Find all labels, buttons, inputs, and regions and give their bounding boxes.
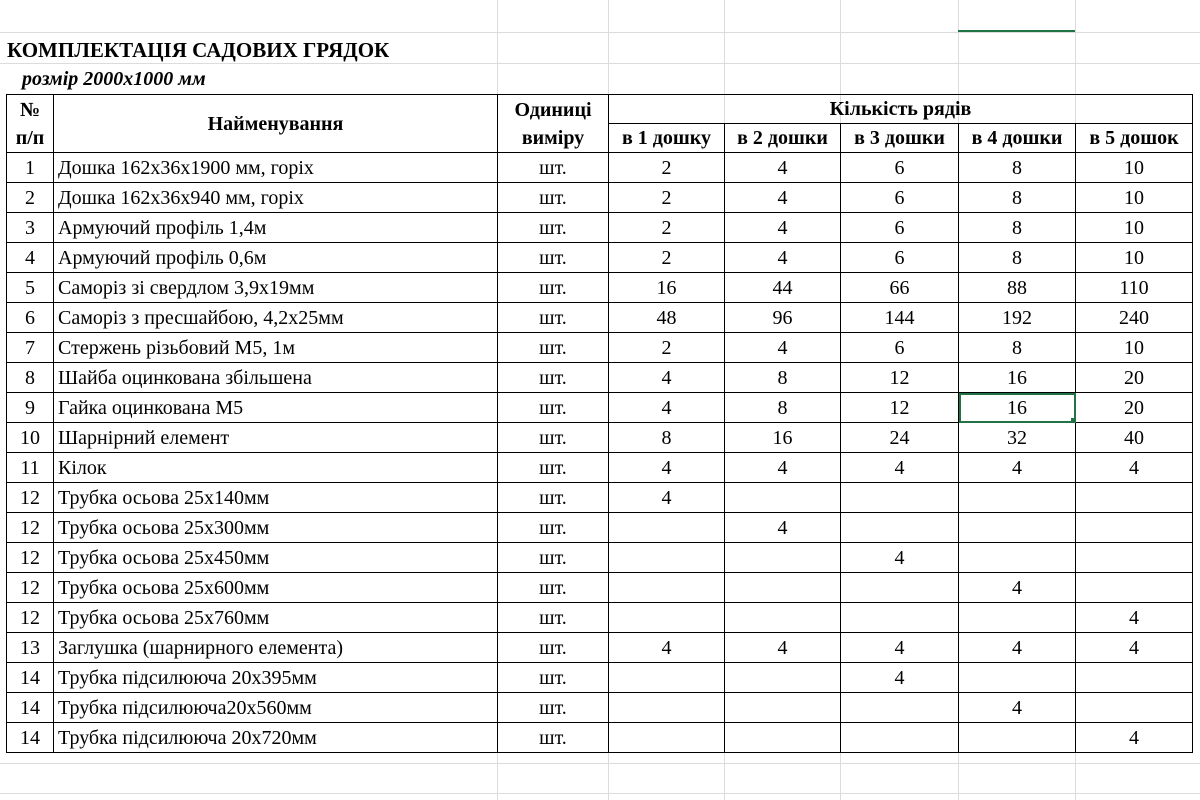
cell-num[interactable]: 2 bbox=[7, 183, 54, 213]
cell-qty-3[interactable]: 4 bbox=[841, 453, 959, 483]
table-row bbox=[7, 453, 1193, 483]
cell-qty-1[interactable]: 2 bbox=[609, 153, 725, 183]
cell-qty-2[interactable] bbox=[725, 693, 841, 723]
cell-qty-5[interactable]: 4 bbox=[1076, 603, 1193, 633]
cell-qty-1[interactable]: 2 bbox=[609, 213, 725, 243]
cell-name[interactable]: Трубка підсилююча20х560мм bbox=[54, 693, 498, 723]
table-row bbox=[7, 393, 1193, 423]
cell-num[interactable]: 14 bbox=[7, 723, 54, 753]
cell-qty-2[interactable]: 4 bbox=[725, 633, 841, 663]
cell-qty-3[interactable]: 6 bbox=[841, 213, 959, 243]
cell-unit[interactable]: шт. bbox=[498, 333, 609, 363]
cell-qty-4[interactable] bbox=[959, 513, 1076, 543]
cell-qty-5[interactable] bbox=[1076, 513, 1193, 543]
header-name[interactable]: Найменування bbox=[54, 95, 498, 153]
cell-qty-1[interactable]: 4 bbox=[609, 363, 725, 393]
table-row bbox=[7, 483, 1193, 513]
header-qty-col-4[interactable]: в 4 дошки bbox=[959, 124, 1076, 153]
cell-qty-3[interactable]: 6 bbox=[841, 333, 959, 363]
cell-qty-2[interactable]: 4 bbox=[725, 453, 841, 483]
cell-qty-3[interactable]: 4 bbox=[841, 663, 959, 693]
cell-qty-1[interactable] bbox=[609, 513, 725, 543]
table-row bbox=[7, 573, 1193, 603]
cell-qty-2[interactable] bbox=[725, 573, 841, 603]
cell-qty-5[interactable] bbox=[1076, 543, 1193, 573]
cell-qty-5[interactable]: 10 bbox=[1076, 153, 1193, 183]
cell-qty-2[interactable] bbox=[725, 723, 841, 753]
cell-num[interactable]: 12 bbox=[7, 603, 54, 633]
cell-qty-2[interactable]: 4 bbox=[725, 183, 841, 213]
cell-qty-5[interactable]: 20 bbox=[1076, 393, 1193, 423]
table-row bbox=[7, 153, 1193, 183]
cell-unit[interactable]: шт. bbox=[498, 153, 609, 183]
table-row bbox=[7, 423, 1193, 453]
cell-qty-3[interactable]: 6 bbox=[841, 243, 959, 273]
cell-num[interactable]: 12 bbox=[7, 573, 54, 603]
components-table bbox=[6, 94, 1193, 753]
cell-unit[interactable]: шт. bbox=[498, 663, 609, 693]
gridline bbox=[0, 763, 1200, 764]
cell-qty-4[interactable]: 8 bbox=[959, 153, 1076, 183]
cell-qty-1[interactable]: 16 bbox=[609, 273, 725, 303]
cell-unit[interactable]: шт. bbox=[498, 393, 609, 423]
cell-qty-3[interactable] bbox=[841, 603, 959, 633]
cell-qty-4[interactable] bbox=[959, 663, 1076, 693]
cell-qty-5[interactable] bbox=[1076, 693, 1193, 723]
cell-name[interactable]: Шарнірний елемент bbox=[54, 423, 498, 453]
cell-qty-2[interactable]: 4 bbox=[725, 243, 841, 273]
cell-qty-1[interactable]: 4 bbox=[609, 453, 725, 483]
cell-qty-1[interactable]: 4 bbox=[609, 393, 725, 423]
cell-qty-5[interactable]: 20 bbox=[1076, 363, 1193, 393]
cell-qty-4[interactable] bbox=[959, 483, 1076, 513]
cell-qty-2[interactable]: 96 bbox=[725, 303, 841, 333]
cell-qty-5[interactable]: 4 bbox=[1076, 723, 1193, 753]
cell-qty-3[interactable] bbox=[841, 483, 959, 513]
cell-name[interactable]: Кілок bbox=[54, 453, 498, 483]
table-row bbox=[7, 663, 1193, 693]
cell-unit[interactable]: шт. bbox=[498, 243, 609, 273]
cell-qty-2[interactable]: 4 bbox=[725, 333, 841, 363]
cell-name[interactable]: Стержень різьбовий М5, 1м bbox=[54, 333, 498, 363]
cell-unit[interactable]: шт. bbox=[498, 363, 609, 393]
cell-qty-2[interactable] bbox=[725, 603, 841, 633]
cell-qty-2[interactable]: 4 bbox=[725, 153, 841, 183]
cell-qty-4[interactable]: 192 bbox=[959, 303, 1076, 333]
cell-qty-5[interactable] bbox=[1076, 573, 1193, 603]
cell-unit[interactable]: шт. bbox=[498, 693, 609, 723]
cell-qty-1[interactable]: 48 bbox=[609, 303, 725, 333]
cell-qty-2[interactable]: 16 bbox=[725, 423, 841, 453]
header-num-line1: № bbox=[19, 98, 41, 121]
cell-qty-4[interactable] bbox=[959, 543, 1076, 573]
table-row bbox=[7, 303, 1193, 333]
cell-qty-2[interactable] bbox=[725, 483, 841, 513]
cell-qty-3[interactable] bbox=[841, 693, 959, 723]
cell-name[interactable]: Трубка осьова 25х300мм bbox=[54, 513, 498, 543]
header-qty-col-1[interactable]: в 1 дошку bbox=[609, 124, 725, 153]
cell-qty-5[interactable]: 4 bbox=[1076, 633, 1193, 663]
cell-unit[interactable]: шт. bbox=[498, 543, 609, 573]
cell-name[interactable]: Трубка підсилююча 20х720мм bbox=[54, 723, 498, 753]
cell-qty-3[interactable] bbox=[841, 573, 959, 603]
header-unit-line1: Одиниці bbox=[514, 98, 592, 121]
table-row bbox=[7, 363, 1193, 393]
cell-name[interactable]: Трубка осьова 25х140мм bbox=[54, 483, 498, 513]
cell-num[interactable]: 10 bbox=[7, 423, 54, 453]
cell-qty-5[interactable]: 110 bbox=[1076, 273, 1193, 303]
cell-qty-1[interactable] bbox=[609, 603, 725, 633]
table-row bbox=[7, 333, 1193, 363]
cell-qty-4[interactable]: 16 bbox=[959, 363, 1076, 393]
cell-qty-3[interactable]: 12 bbox=[841, 363, 959, 393]
column-selection-marker bbox=[958, 30, 1075, 32]
cell-qty-3[interactable]: 144 bbox=[841, 303, 959, 333]
gridline bbox=[0, 793, 1200, 794]
cell-qty-5[interactable]: 10 bbox=[1076, 213, 1193, 243]
cell-qty-2[interactable] bbox=[725, 543, 841, 573]
cell-qty-1[interactable]: 8 bbox=[609, 423, 725, 453]
cell-unit[interactable]: шт. bbox=[498, 633, 609, 663]
cell-name[interactable]: Трубка осьова 25х600мм bbox=[54, 573, 498, 603]
cell-qty-3[interactable]: 12 bbox=[841, 393, 959, 423]
cell-name[interactable]: Трубка осьова 25х450мм bbox=[54, 543, 498, 573]
cell-qty-3[interactable]: 66 bbox=[841, 273, 959, 303]
header-qty-col-2[interactable]: в 2 дошки bbox=[725, 124, 841, 153]
cell-num[interactable]: 12 bbox=[7, 543, 54, 573]
cell-num[interactable]: 4 bbox=[7, 243, 54, 273]
cell-qty-5[interactable]: 10 bbox=[1076, 183, 1193, 213]
cell-num[interactable]: 12 bbox=[7, 483, 54, 513]
cell-unit[interactable]: шт. bbox=[498, 723, 609, 753]
selected-cell[interactable]: 16 bbox=[959, 393, 1076, 423]
cell-num[interactable]: 14 bbox=[7, 663, 54, 693]
cell-unit[interactable]: шт. bbox=[498, 483, 609, 513]
cell-qty-4[interactable]: 88 bbox=[959, 273, 1076, 303]
cell-num[interactable]: 8 bbox=[7, 363, 54, 393]
cell-name[interactable]: Армуючий профіль 1,4м bbox=[54, 213, 498, 243]
cell-qty-1[interactable]: 2 bbox=[609, 183, 725, 213]
header-qty-col-5[interactable]: в 5 дошок bbox=[1076, 124, 1193, 153]
cell-qty-1[interactable]: 4 bbox=[609, 633, 725, 663]
header-num-line2: п/п bbox=[15, 126, 45, 149]
sheet-subtitle[interactable]: розмір 2000х1000 мм bbox=[22, 68, 206, 90]
table-row bbox=[7, 513, 1193, 543]
header-unit-line2: виміру bbox=[521, 126, 585, 149]
cell-num[interactable]: 12 bbox=[7, 513, 54, 543]
cell-qty-3[interactable]: 6 bbox=[841, 183, 959, 213]
cell-qty-2[interactable]: 8 bbox=[725, 363, 841, 393]
cell-qty-2[interactable]: 4 bbox=[725, 513, 841, 543]
gridline bbox=[0, 32, 1200, 33]
cell-unit[interactable]: шт. bbox=[498, 513, 609, 543]
cell-qty-1[interactable]: 2 bbox=[609, 333, 725, 363]
table-row bbox=[7, 633, 1193, 663]
header-num[interactable] bbox=[7, 95, 54, 153]
cell-qty-1[interactable] bbox=[609, 573, 725, 603]
cell-qty-4[interactable]: 8 bbox=[959, 213, 1076, 243]
cell-name[interactable]: Саморіз з пресшайбою, 4,2х25мм bbox=[54, 303, 498, 333]
gridline bbox=[0, 63, 1200, 64]
cell-qty-3[interactable] bbox=[841, 513, 959, 543]
cell-qty-1[interactable] bbox=[609, 663, 725, 693]
cell-name[interactable]: Трубка осьова 25х760мм bbox=[54, 603, 498, 633]
table-row bbox=[7, 693, 1193, 723]
cell-unit[interactable]: шт. bbox=[498, 273, 609, 303]
cell-qty-4[interactable]: 4 bbox=[959, 693, 1076, 723]
cell-qty-2[interactable] bbox=[725, 663, 841, 693]
cell-num[interactable]: 13 bbox=[7, 633, 54, 663]
header-qty-col-3[interactable]: в 3 дошки bbox=[841, 124, 959, 153]
sheet-title[interactable]: КОМПЛЕКТАЦІЯ САДОВИХ ГРЯДОК bbox=[7, 38, 390, 62]
cell-qty-3[interactable] bbox=[841, 723, 959, 753]
cell-qty-5[interactable]: 4 bbox=[1076, 453, 1193, 483]
cell-qty-4[interactable] bbox=[959, 723, 1076, 753]
cell-qty-2[interactable]: 8 bbox=[725, 393, 841, 423]
cell-unit[interactable]: шт. bbox=[498, 453, 609, 483]
cell-num[interactable]: 7 bbox=[7, 333, 54, 363]
cell-name[interactable]: Шайба оцинкована збільшена bbox=[54, 363, 498, 393]
cell-qty-4[interactable]: 8 bbox=[959, 243, 1076, 273]
cell-qty-3[interactable]: 6 bbox=[841, 153, 959, 183]
cell-qty-4[interactable]: 8 bbox=[959, 183, 1076, 213]
table-row bbox=[7, 183, 1193, 213]
cell-qty-4[interactable]: 8 bbox=[959, 333, 1076, 363]
cell-num[interactable]: 1 bbox=[7, 153, 54, 183]
cell-qty-5[interactable] bbox=[1076, 483, 1193, 513]
header-qty-group[interactable]: Кількість рядів bbox=[609, 95, 1193, 124]
table-row bbox=[7, 543, 1193, 573]
table-row bbox=[7, 603, 1193, 633]
cell-name[interactable]: Трубка підсилююча 20х395мм bbox=[54, 663, 498, 693]
cell-qty-5[interactable]: 40 bbox=[1076, 423, 1193, 453]
cell-unit[interactable]: шт. bbox=[498, 573, 609, 603]
cell-num[interactable]: 11 bbox=[7, 453, 54, 483]
table-row bbox=[7, 723, 1193, 753]
cell-qty-1[interactable]: 4 bbox=[609, 483, 725, 513]
cell-qty-1[interactable] bbox=[609, 693, 725, 723]
cell-num[interactable]: 5 bbox=[7, 273, 54, 303]
cell-qty-4[interactable]: 4 bbox=[959, 573, 1076, 603]
cell-name[interactable]: Армуючий профіль 0,6м bbox=[54, 243, 498, 273]
cell-unit[interactable]: шт. bbox=[498, 183, 609, 213]
table-row bbox=[7, 213, 1193, 243]
cell-qty-4[interactable]: 4 bbox=[959, 453, 1076, 483]
cell-qty-5[interactable]: 10 bbox=[1076, 333, 1193, 363]
header-unit[interactable] bbox=[498, 95, 609, 153]
cell-qty-2[interactable]: 4 bbox=[725, 213, 841, 243]
cell-qty-1[interactable] bbox=[609, 723, 725, 753]
cell-name[interactable]: Дошка 162х36х1900 мм, горіх bbox=[54, 153, 498, 183]
cell-qty-3[interactable]: 4 bbox=[841, 633, 959, 663]
cell-unit[interactable]: шт. bbox=[498, 213, 609, 243]
cell-name[interactable]: Саморіз зі свердлом 3,9х19мм bbox=[54, 273, 498, 303]
cell-unit[interactable]: шт. bbox=[498, 603, 609, 633]
cell-unit[interactable]: шт. bbox=[498, 303, 609, 333]
cell-qty-3[interactable]: 24 bbox=[841, 423, 959, 453]
cell-name[interactable]: Дошка 162х36х940 мм, горіх bbox=[54, 183, 498, 213]
cell-num[interactable]: 14 bbox=[7, 693, 54, 723]
cell-num[interactable]: 6 bbox=[7, 303, 54, 333]
cell-qty-3[interactable]: 4 bbox=[841, 543, 959, 573]
fill-handle[interactable] bbox=[1071, 418, 1076, 423]
cell-name[interactable]: Заглушка (шарнирного елемента) bbox=[54, 633, 498, 663]
table-row bbox=[7, 243, 1193, 273]
table-row bbox=[7, 273, 1193, 303]
cell-qty-4[interactable] bbox=[959, 603, 1076, 633]
cell-qty-2[interactable]: 44 bbox=[725, 273, 841, 303]
cell-name[interactable]: Гайка оцинкована М5 bbox=[54, 393, 498, 423]
cell-qty-4[interactable]: 4 bbox=[959, 633, 1076, 663]
cell-unit[interactable]: шт. bbox=[498, 423, 609, 453]
cell-qty-4[interactable]: 32 bbox=[959, 423, 1076, 453]
cell-num[interactable]: 3 bbox=[7, 213, 54, 243]
cell-num[interactable]: 9 bbox=[7, 393, 54, 423]
cell-qty-1[interactable] bbox=[609, 543, 725, 573]
cell-qty-5[interactable]: 240 bbox=[1076, 303, 1193, 333]
cell-qty-5[interactable]: 10 bbox=[1076, 243, 1193, 273]
cell-qty-5[interactable] bbox=[1076, 663, 1193, 693]
cell-qty-1[interactable]: 2 bbox=[609, 243, 725, 273]
